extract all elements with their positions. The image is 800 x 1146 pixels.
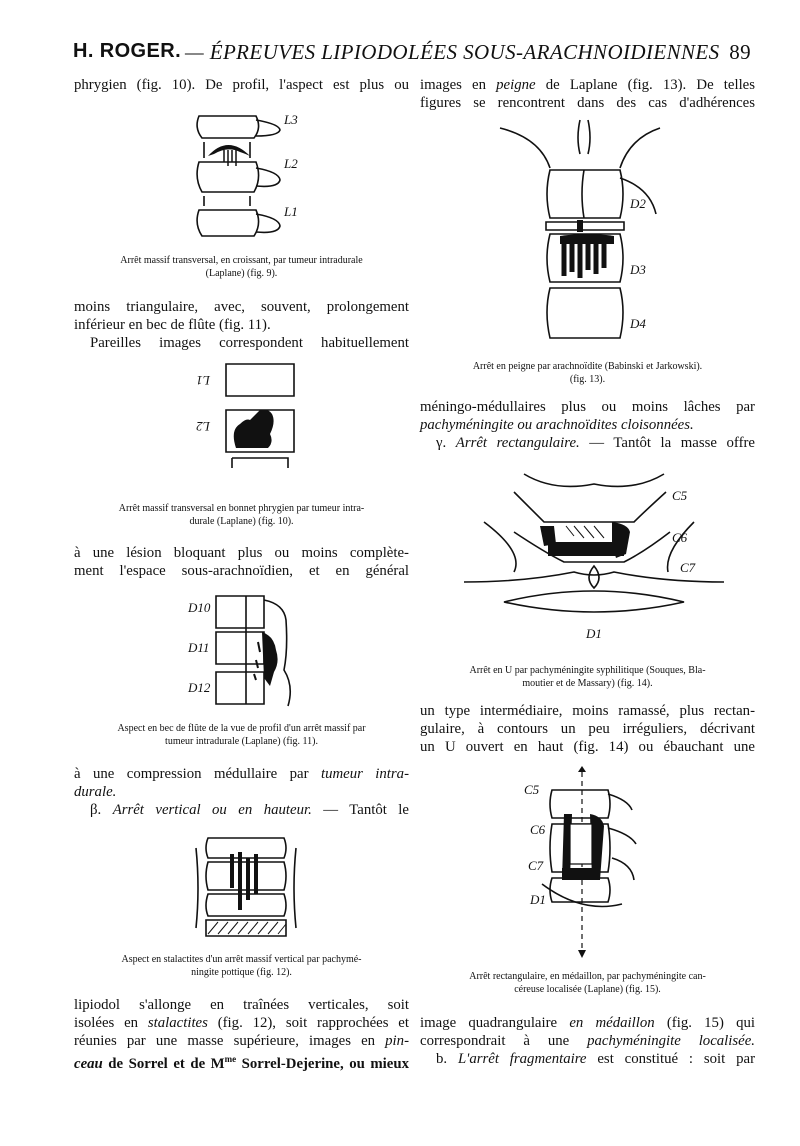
text-line: inférieur en bec de flûte (fig. 11). — [74, 317, 271, 333]
text-line: γ. Arrêt rectangulaire. — Tantôt la masse offre — [436, 435, 755, 451]
fig11-caption: Aspect en bec de flûte de la vue de profil d'un arrêt massif par tumeur intradurale (Laplane) (fig. 11). — [117, 723, 366, 747]
page-number: 89 — [729, 40, 751, 64]
fig14-label-c5: C5 — [672, 488, 688, 503]
fig9-label-l3: L3 — [284, 112, 298, 127]
text-line: gulaire, à contours un peu irréguliers, décrivant — [420, 721, 755, 737]
fig12-caption: Aspect en stalactites d'un arrêt massif vertical par pachymé- ningite pottique (fig. 12). — [121, 954, 362, 978]
text-line: à une lésion bloquant plus ou moins complète- — [74, 545, 409, 561]
fig15-label-c5: C5 — [524, 782, 540, 797]
text-line: à une compression médullaire par tumeur intra- — [74, 766, 409, 782]
figure-11 — [184, 590, 324, 712]
text-line: pachyméningite ou arachnoïdites cloisonnées. — [420, 417, 694, 433]
fig14-label-c7: C7 — [680, 560, 696, 575]
fig9-label-l1: L1 — [284, 204, 298, 219]
fig11-label-d11: D11 — [188, 640, 210, 655]
fig15-caption: Arrêt rectangulaire, en médaillon, par pachyméningite can- céreuse localisée (Laplane) (fig. 15). — [469, 971, 706, 995]
fig11-label-d10: D10 — [188, 600, 211, 615]
text-line: lipiodol s'allonge en traînées verticales, soit — [74, 997, 409, 1013]
text-line: phrygien (fig. 10). De profil, l'aspect est plus ou — [74, 77, 409, 93]
fig13-label-d3: D3 — [630, 262, 646, 277]
fig14-caption: Arrêt en U par pachyméningite syphilitique (Souques, Bla- moutier et de Massary) (fig. 14). — [469, 665, 706, 689]
text-line: images en peigne de Laplane (fig. 13). De telles — [420, 77, 756, 93]
header-title: — ÉPREUVES LIPIODOLÉES SOUS-ARACHNOIDIENNES — [185, 40, 720, 64]
fig13-caption: Arrêt en peigne par arachnoïdite (Babinski et Jarkowski). (fig. 13). — [472, 361, 703, 385]
text-line: figures se rencontrent dans des cas d'adhérences — [420, 95, 755, 111]
text-line: un type intermédiaire, moins ramassé, plus rectan- — [420, 703, 755, 719]
text-line: réunies par une masse supérieure, images en pin- — [74, 1033, 409, 1049]
running-header — [73, 40, 753, 70]
text-line: moins triangulaire, avec, souvent, prolongement — [74, 299, 409, 315]
fig9-label-l2: L2 — [284, 156, 298, 171]
fig15-label-d1: D1 — [530, 892, 546, 907]
text-line: b. L'arrêt fragmentaire est constitué : soit par — [436, 1051, 756, 1067]
fig14-label-c6: C6 — [672, 530, 688, 545]
fig9-caption: Arrêt massif transversal, en croissant, par tumeur intradurale (Laplane) (fig. 9). — [120, 255, 363, 279]
text-line: β. Arrêt vertical ou en hauteur. — Tantôt le — [90, 802, 409, 818]
figure-12 — [192, 828, 312, 948]
fig10-label-l2: L2 — [196, 419, 210, 434]
fig15-label-c7: C7 — [528, 858, 544, 873]
fig15-label-c6: C6 — [530, 822, 546, 837]
fig10-label-l1: L1 — [196, 373, 210, 388]
figure-10 — [176, 358, 326, 468]
text-line: durale. — [74, 784, 117, 800]
text-line: correspondrait à une pachyméningite localisée. — [420, 1033, 755, 1049]
fig13-label-d4: D4 — [630, 316, 646, 331]
text-line: isolées en stalactites (fig. 12), soit rapprochées et — [74, 1015, 409, 1031]
text-line: ceau de Sorrel et de $M^{me}$ Sorrel-Dejerine, ou mieux — [74, 1054, 409, 1072]
figure-9 — [184, 106, 324, 256]
text-line: Pareilles images correspondent habituellement — [90, 335, 409, 351]
figure-13 — [480, 118, 720, 368]
text-line: méningo-médullaires plus ou moins lâches par — [420, 399, 755, 415]
text-line: un U ouvert en haut (fig. 14) ou ébauchant une — [420, 739, 755, 755]
fig11-label-d12: D12 — [188, 680, 211, 695]
fig10-caption: Arrêt massif transversal en bonnet phrygien par tumeur intra- durale (Laplane) (fig. 10). — [118, 503, 365, 527]
figure-15 — [512, 764, 672, 960]
text-line: image quadrangulaire en médaillon (fig. 15) qui — [420, 1015, 755, 1031]
header-author: H. ROGER. — [73, 40, 182, 62]
text-line: ment l'espace sous-arachnoïdien, et en général — [74, 563, 409, 579]
fig13-label-d2: D2 — [630, 196, 646, 211]
fig14-label-d1: D1 — [586, 626, 602, 641]
figure-14 — [444, 462, 744, 662]
